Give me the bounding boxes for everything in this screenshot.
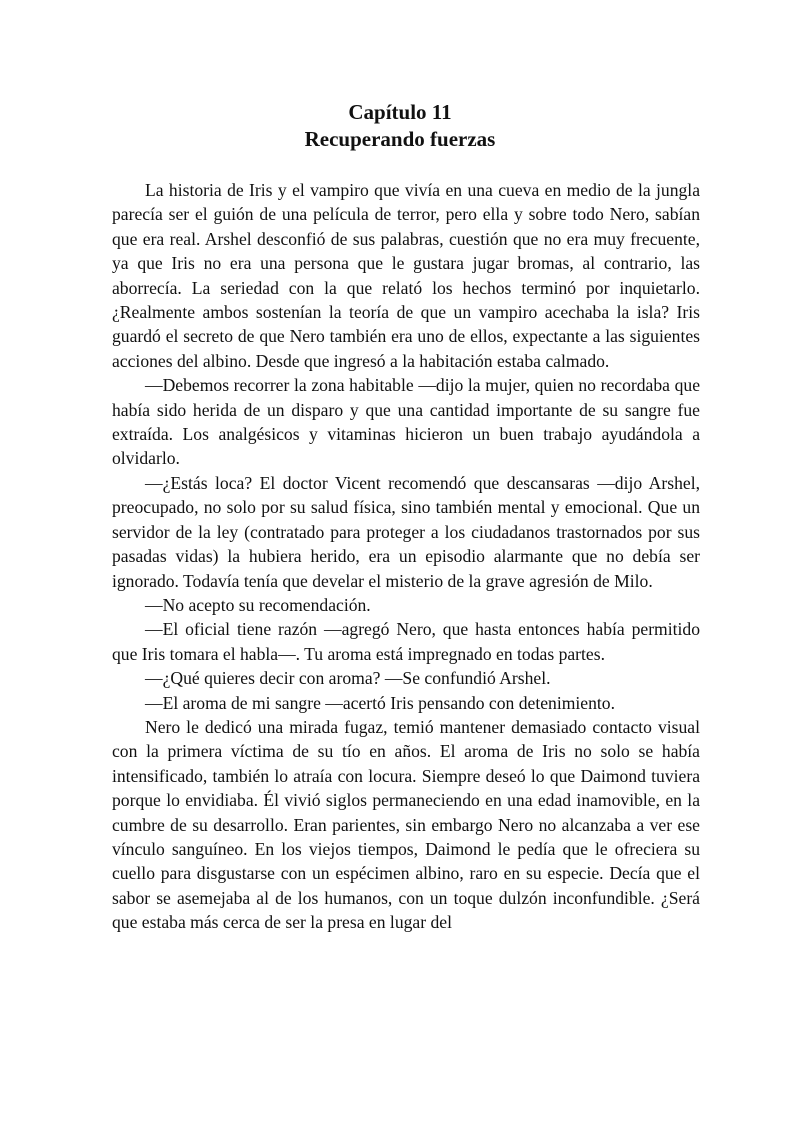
paragraph: Nero le dedicó una mirada fugaz, temió mantener demasiado contacto visual con la primera víctima de su tío en años. El aroma de Iris no solo se había intensificado, también lo atraía con locura. Siempre deseó lo que Daimond tuviera porque lo envidiaba. Él vivió siglos permaneciendo en una edad inamovible, en la cumbre de su desarrollo. Eran parientes, sin embargo Nero no alcanzaba a ver ese vínculo sanguíneo. En los viejos tiempos, Daimond le pedía que le ofreciera su cuello para disgustarse con un espécimen albino, raro en su especie. Decía que el sabor se asemejaba al de los humanos, con un toque dulzón inconfundible. ¿Será que estaba más cerca de ser la presa en lugar del [112,716,700,933]
chapter-header [0,99,800,153]
paragraph: —El oficial tiene razón —agregó Nero, que hasta entonces había permitido que Iris tomara el habla—. Tu aroma está impregnado en todas partes. [112,619,700,664]
paragraph: —El aroma de mi sangre —acertó Iris pensando con detenimiento. [145,692,615,713]
paragraph: —¿Estás loca? El doctor Vicent recomendó que descansaras —dijo Arshel, preocupado, no solo por su salud física, sino también mental y emocional. Que un servidor de la ley (contratado para proteger a los ciudadanos trastornados por sus pasadas vidas) la hubiera herido, era un episodio alarmante que no debía ser ignorado. Todavía tenía que develar el misterio de la grave agresión de Milo. [112,472,700,591]
chapter-number: Capítulo 11 [348,100,452,124]
chapter-title: Recuperando fuerzas [304,127,496,151]
chapter-body [112,178,700,935]
paragraph: —No acepto su recomendación. [145,594,371,615]
paragraph: —¿Qué quieres decir con aroma? —Se confundió Arshel. [145,668,551,689]
paragraph: La historia de Iris y el vampiro que vivía en una cueva en medio de la jungla parecía ser el guión de una película de terror, pero ella y sobre todo Nero, sabían que era real. Arshel desconfió de sus palabras, cuestión que no era muy frecuente, ya que Iris no era una persona que le gustara jugar bromas, al contrario, las aborrecía. La seriedad con la que relató los hechos terminó por inquietarlo. ¿Realmente ambos sostenían la teoría de que un vampiro acechaba la isla? Iris guardó el secreto de que Nero también era uno de ellos, expectante a las siguientes acciones del albino. Desde que ingresó a la habitación estaba calmado. [112,180,700,371]
paragraph: —Debemos recorrer la zona habitable —dijo la mujer, quien no recordaba que había sido herida de un disparo y que una cantidad importante de su sangre fue extraída. Los analgésicos y vitaminas hicieron un buen trabajo ayudándola a olvidarlo. [112,375,700,469]
